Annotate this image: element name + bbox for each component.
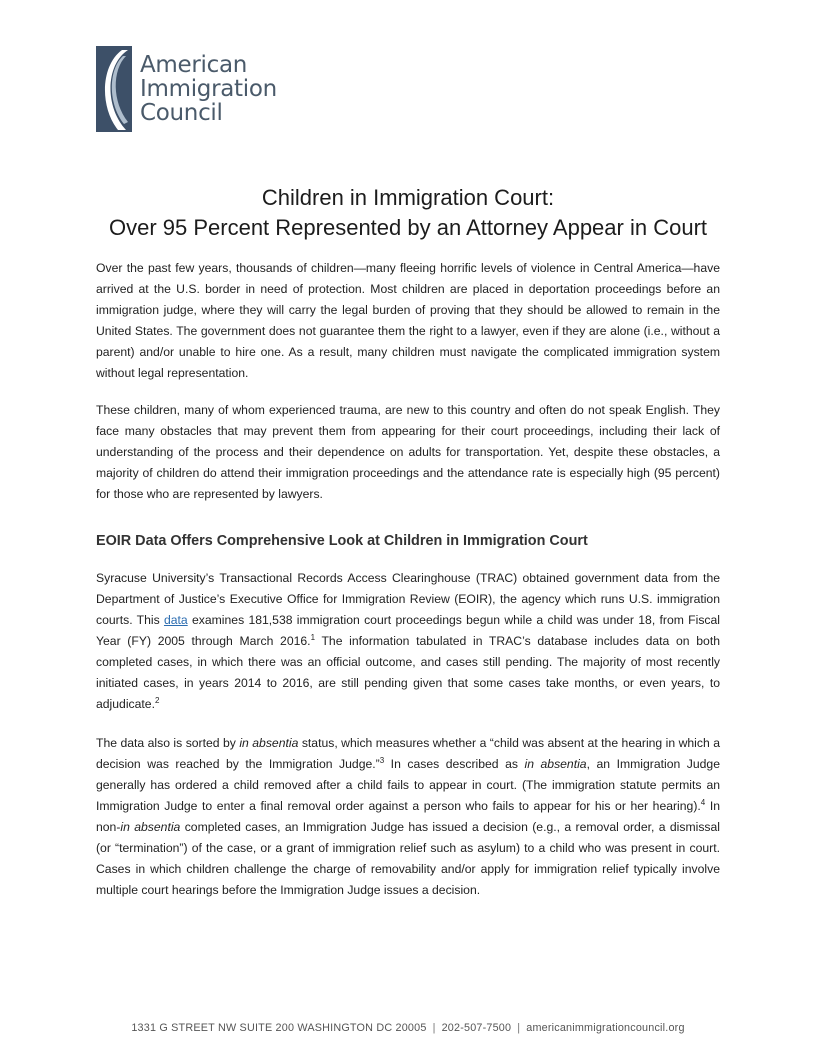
- absentia-paragraph: [96, 733, 720, 901]
- p4-emphasis-3: in absentia: [120, 820, 181, 834]
- footnote-ref-4[interactable]: 4: [700, 797, 706, 807]
- organization-logo: [96, 44, 286, 134]
- page-footer: [0, 1022, 816, 1034]
- data-paragraph: [96, 568, 720, 715]
- data-link[interactable]: data: [163, 613, 188, 627]
- p4-text-e: In non-: [96, 799, 720, 834]
- footnote-ref-3[interactable]: 3: [379, 755, 385, 765]
- p3-text-c: The information tabulated in TRAC’s database includes data on both completed cases, in which there was an official outcome, and cases still pending. The majority of most recently initiated cases, in years 2014 to 2016, are still pending given that some cases take months, or even years, to adjudicate.: [96, 634, 720, 711]
- section-heading: EOIR Data Offers Comprehensive Look at Children in Immigration Court: [96, 533, 588, 549]
- footnote-ref-2[interactable]: 2: [154, 695, 160, 705]
- intro-paragraph-1: Over the past few years, thousands of children—many fleeing horrific levels of violence in Central America—have arrived at the U.S. border in need of protection. Most children are placed in deportation proceedings before an immigration judge, where they will carry the legal burden of proving that they should be allowed to remain in the United States. The government does not guarantee them the right to a lawyer, even if they are alone (i.e., without a parent) and/or unable to hire one. As a result, many children must navigate the complicated immigration system without legal representation.: [96, 261, 720, 380]
- footnote-ref-1[interactable]: 1: [310, 632, 316, 642]
- p4-emphasis-2: in absentia: [524, 757, 587, 771]
- p4-text-a: The data also is sorted by: [96, 736, 240, 750]
- p4-text-c: In cases described as: [384, 757, 525, 771]
- footer-phone: 202-507-7500: [441, 1022, 512, 1034]
- p4-text-f: completed cases, an Immigration Judge has issued a decision (e.g., a removal order, a dismissal (or “termination”) of the case, or a grant of immigration relief such as asylum) to a child who was present in court. Cases in which children challenge the charge of removability and/or apply for immigration relief typically involve multiple court hearings before the Immigration Judge issues a decision.: [96, 820, 721, 897]
- p3-text-a: Syracuse University’s Transactional Records Access Clearinghouse (TRAC) obtained government data from the Department of Justice’s Executive Office for Immigration Review (EOIR), the agency which runs U.S. immigration courts. This: [96, 571, 720, 627]
- p4-emphasis-1: in absentia: [239, 736, 299, 750]
- document-title: [60, 183, 756, 243]
- intro-paragraph-2: These children, many of whom experienced trauma, are new to this country and often do not speak English. They face many obstacles that may prevent them from appearing for their court proceedings, including their lack of understanding of the process and their dependence on adults for transportation. Yet, despite these obstacles, a majority of children do attend their immigration proceedings and the attendance rate is especially high (95 percent) for those who are represented by lawyers.: [96, 403, 720, 501]
- logo-line-3: Council: [140, 100, 223, 126]
- p4-text-d: , an Immigration Judge generally has ordered a child removed after a child fails to appear in court. (The immigration statute permits an Immigration Judge to enter a final removal order against a person who fails to appear for his or her hearing).: [96, 757, 720, 813]
- footer-address: 1331 G STREET NW SUITE 200 WASHINGTON DC 20005: [131, 1022, 427, 1034]
- footer-separator: |: [432, 1022, 436, 1034]
- logo-line-1: American: [140, 52, 248, 78]
- title-line-2: Over 95 Percent Represented by an Attorney Appear in Court: [108, 215, 708, 240]
- logo-mark-icon: [96, 46, 132, 132]
- title-line-1: Children in Immigration Court:: [261, 185, 555, 210]
- logo-wordmark: [140, 53, 277, 125]
- logo-line-2: Immigration: [140, 76, 277, 102]
- p4-text-b: status, which measures whether a “child was absent at the hearing in which a decision was reached by the Immigration Judge.”: [96, 736, 720, 771]
- p3-text-b: examines 181,538 immigration court proceedings begun while a child was under 18, from Fiscal Year (FY) 2005 through March 2016.: [96, 613, 720, 648]
- footer-separator: |: [517, 1022, 521, 1034]
- footer-website[interactable]: americanimmigrationcouncil.org: [526, 1022, 685, 1034]
